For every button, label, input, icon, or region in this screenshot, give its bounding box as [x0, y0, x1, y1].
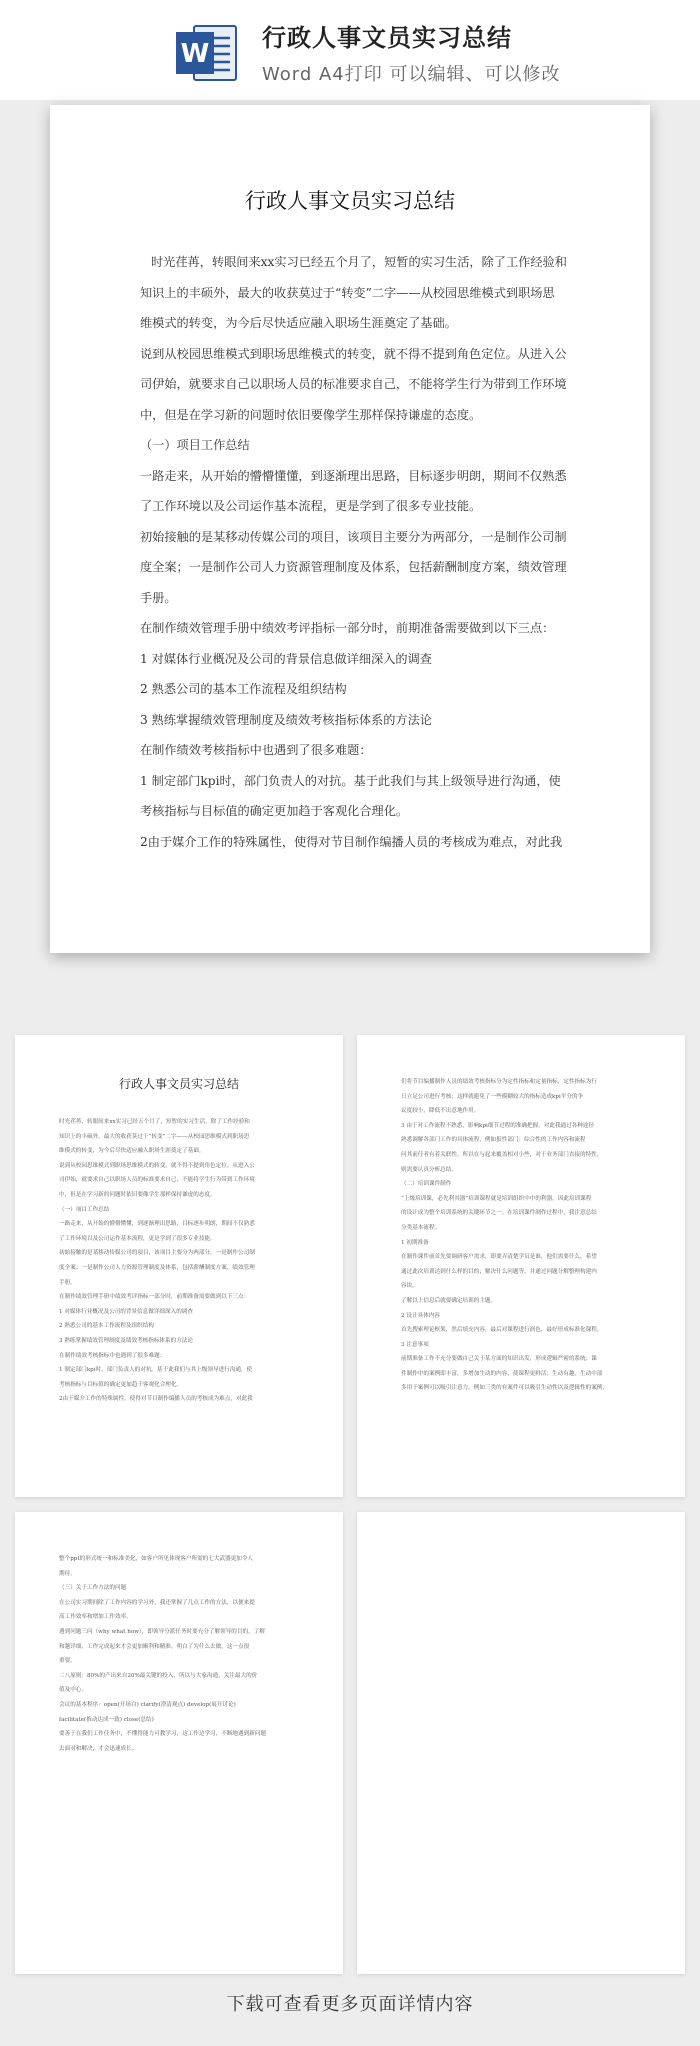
- text-line: 的设计成为整个培训系统的关键环节之一。在培训课件制作过程中，我注意总结: [401, 1210, 597, 1217]
- text-line: 熟悉调解各部门工作的具体流程，例如报性部门：综合性的工作内容和流程: [401, 1137, 586, 1144]
- text-line: 则需要认真分析总结。: [401, 1166, 457, 1173]
- text-line: 一路走来，从开始的懵懵懂懂，到逐渐理出思路，目标逐步明朗，期间不仅熟悉: [140, 468, 567, 483]
- text-line: 和越详细，工作完成起来才会更加顺利和精准。明白了为什么去做，这一点很: [59, 1643, 250, 1650]
- document-title: 行政人事文员实习总结: [245, 189, 455, 213]
- text-line: “上级培训课，必先利其器”培训课程就是培训组织中中的利器，因此培训课程: [401, 1195, 592, 1202]
- text-line: 问其前任者有着关联性，所以在与起来覆盖相对小些，对于业务部门直接的特性，: [401, 1151, 603, 1158]
- text-line: 了工作环境以及公司运作基本流程，更是学到了很多专业技能。: [140, 499, 482, 513]
- text-line: 在制作绩效管理手册中绩效考评指标一部分时，前期准备需要做到以下三点：: [59, 1294, 250, 1301]
- text-line: 去面对和解决，才会迅速成长。: [59, 1745, 138, 1752]
- text-line: 司伊始，就要求自己以职场人员的标准要求自己，不能将学生行为带到工作环境: [59, 1177, 255, 1184]
- text-line: 前期准备工作不充分要做自己关于某方面的知识出发，形成逻辑严密的系统；课: [401, 1356, 597, 1363]
- document-body: [140, 247, 572, 857]
- thumbnail-page-1[interactable]: [15, 1035, 343, 1497]
- text-line: 2 熟悉公司的基本工作流程及组织结构: [59, 1323, 154, 1330]
- text-line: 说到从校园思维模式到职场思维模式的转变，就不得不提到角色定位。从进入公: [140, 346, 567, 361]
- text-line: 手册。: [140, 590, 177, 605]
- text-line: 分类基本流程。: [401, 1224, 441, 1231]
- text-line: 首先搜索理论框架，然后填充内容，最后对课程进行润色，最好形成标准化课程。: [401, 1327, 603, 1334]
- thumbnail-page-3[interactable]: [15, 1512, 343, 1974]
- footer-more-pages-text[interactable]: 下载可查看更多页面详情内容: [226, 1994, 474, 2015]
- text-line: 知识上的丰硕外，最大的收获莫过于“转变”二字——从校园思维模式到职场思: [59, 1133, 250, 1140]
- text-line: 手册。: [59, 1279, 76, 1286]
- text-line: 日立足公司进行考核；这样就避免了一些模糊较大的指标造成kpi平分的争: [401, 1093, 584, 1100]
- text-line: 在制作绩效考核指标中也遇到了很多难题：: [140, 743, 372, 757]
- text-line: 2由于媒介工作的特殊属性，使得对节目制作编播人员的考核成为难点，对此我: [59, 1396, 253, 1403]
- text-line: 1 初期准备: [401, 1239, 429, 1246]
- text-line: 值及中心。: [59, 1687, 87, 1694]
- text-line: 1 制定部门kpi时，部门负责人的对抗。基于此我们与其上级领导进行沟通，使: [59, 1367, 253, 1374]
- text-line: 维模式的转变，为今后尽快适应融入职场生涯奠定了基础。: [59, 1148, 205, 1155]
- thumbnail-page-2[interactable]: [357, 1035, 685, 1497]
- text-line: 了解以上信息后就要确定培训的主题。: [401, 1297, 497, 1304]
- text-line: 考核指标与目标值的确定更加趋于客观化合理化。: [59, 1381, 183, 1388]
- text-line: 3 熟练掌握绩效管理制度及绩效考核指标体系的方法论: [59, 1337, 193, 1344]
- text-line: 中，但是在学习新的问题时依旧要像学生那样保持谦虚的态度。: [140, 407, 482, 422]
- text-line: 期待。: [59, 1570, 76, 1577]
- text-line: 度全案；一是制作公司人力资源管理制度及体系，包括薪酬制度方案，绩效管理: [140, 560, 567, 574]
- text-line: 3 注意事项: [401, 1341, 429, 1348]
- text-line: 要善于在我们工作任务中，不懂得能力可教学习，这工作边学习，不断地遇到新问题: [59, 1731, 266, 1738]
- text-line: 1 对媒体行业概况及公司的背景信息做详细深入的调查: [59, 1308, 193, 1315]
- text-line: 说到从校园思维模式到职场思维模式的转变，就不得不提到角色定位。从进入公: [59, 1162, 255, 1169]
- text-line: 考核指标与目标值的确定更加趋于客观化合理化。: [140, 804, 409, 818]
- text-line: 议度较小，降低不出意地作用。: [401, 1108, 480, 1115]
- text-line: 1 制定部门kpi时，部门负责人的对抗。基于此我们与其上级领导进行沟通，使: [140, 773, 561, 788]
- text-line: 们将节目编播制作人员的绩效考核指标分为定性指标和定量指标，定性指标为行: [401, 1079, 597, 1085]
- text-line: 高工作效率和增加工作效率。: [59, 1614, 132, 1621]
- text-line: 通过此次培训达到什么样的目的；解决什么问题等，并通过问题分解整理构建内: [401, 1268, 597, 1275]
- text-line: 二八原则：80%的产出来自20%最关键的投入，所以与大家沟通，关注最大的价: [59, 1672, 258, 1679]
- text-line: （二）培训课件制作: [401, 1181, 452, 1188]
- text-line: 整个ppt的形式统一和标准美化，如客户所见体现客户所需的七大武器更加令人: [59, 1556, 254, 1562]
- thumbnail-page-4[interactable]: [357, 1512, 685, 1974]
- thumbnail-body: [59, 1115, 311, 1407]
- text-line: （三）关于工作方法的问题: [59, 1585, 127, 1592]
- header-subtitle: Word A4打印 可以编辑、可以修改: [262, 64, 561, 85]
- word-icon: [174, 20, 238, 86]
- text-line: （一）项目工作总结: [140, 438, 250, 452]
- text-line: 在制作绩效考核指标中也遇到了很多难题：: [59, 1352, 166, 1359]
- text-line: 了工作环境以及公司运作基本流程，更是学到了很多专业技能。: [59, 1235, 216, 1242]
- text-line: 重要。: [59, 1658, 76, 1665]
- text-line: 2 设计具体内容: [401, 1312, 440, 1319]
- text-line: 容块。: [401, 1283, 418, 1290]
- text-line: 司伊始，就要求自己以职场人员的标准要求自己，不能将学生行为带到工作环境: [140, 377, 567, 391]
- text-line: 1 对媒体行业概况及公司的背景信息做详细深入的调查: [140, 651, 432, 666]
- thumbnail-title: 行政人事文员实习总结: [118, 1077, 239, 1091]
- text-line: 在制作绩效管理手册中绩效考评指标一部分时，前期准备需要做到以下三点：: [140, 621, 555, 635]
- thumbnail-body: [401, 1075, 653, 1396]
- text-line: 会议的基本程序：open(开场白) clarify(澄清观点) develop(展开讨论): [59, 1701, 236, 1708]
- header-title: 行政人事文员实习总结: [262, 24, 512, 52]
- text-line: 在公司实习期间除了工作内容的学习外，我还掌握了几点工作的方法，以便来提: [59, 1599, 255, 1606]
- text-line: 3 由于对工作流程不熟悉，影响kpi细节过程的准确把握。对此我通过各种途径: [401, 1122, 595, 1129]
- text-line: 一路走来，从开始的懵懵懂懂，到逐渐理出思路，目标逐步明朗，期间不仅熟悉: [59, 1221, 255, 1228]
- text-line: 多用于案例可以吸引注意力，例如三类的有案件可以吸引生动性以及逻辑性的案例；: [401, 1385, 608, 1392]
- text-line: 时光荏苒，转眼间来xx实习已经五个月了，短暂的实习生活，除了工作经验和: [151, 255, 567, 269]
- header-banner: [0, 0, 700, 100]
- thumbnail-body: [59, 1552, 311, 1756]
- text-line: 维模式的转变，为今后尽快适应融入职场生涯奠定了基础。: [140, 316, 457, 330]
- text-line: 在制作课件前首先要调研客户需求，即要弄清楚学员是谁，他们需要什么，希望: [401, 1254, 597, 1261]
- text-line: 3 熟练掌握绩效管理制度及绩效考核指标体系的方法论: [140, 712, 432, 727]
- text-line: 度全案；一是制作公司人力资源管理制度及体系，包括薪酬制度方案，绩效管理: [59, 1264, 255, 1271]
- text-line: 时光荏苒，转眼间来xx实习已经五个月了，短暂的实习生活，除了工作经验和: [59, 1119, 250, 1125]
- text-line: （一）项目工作总结: [59, 1206, 110, 1213]
- text-line: 2 熟悉公司的基本工作流程及组织结构: [140, 682, 347, 696]
- text-line: 知识上的丰硕外，最大的收获莫过于“转变”二字——从校园思维模式到职场思: [140, 285, 555, 300]
- word-icon-letter: W: [180, 39, 210, 69]
- text-line: facilitate(推动达成一致) close(总结): [59, 1716, 154, 1723]
- text-line: 遇到问题三问（why what how），即领导分派任务时要充分了解领导的目的，了解: [59, 1628, 265, 1635]
- text-line: 2由于媒介工作的特殊属性，使得对节目制作编播人员的考核成为难点，对此我: [140, 834, 563, 849]
- text-line: 中，但是在学习新的问题时依旧要像学生那样保持谦虚的态度。: [59, 1191, 216, 1198]
- text-line: 件制作中的案例即丰富，多增加生动的内容，使课程更鲜活；生动有趣，生动中部: [401, 1370, 603, 1377]
- text-line: 初始接触的是某移动传媒公司的项目，该项目主要分为两部分，一是制作公司制: [140, 529, 567, 544]
- text-line: 初始接触的是某移动传媒公司的项目，该项目主要分为两部分，一是制作公司制: [59, 1250, 255, 1257]
- document-preview-page: [50, 105, 650, 953]
